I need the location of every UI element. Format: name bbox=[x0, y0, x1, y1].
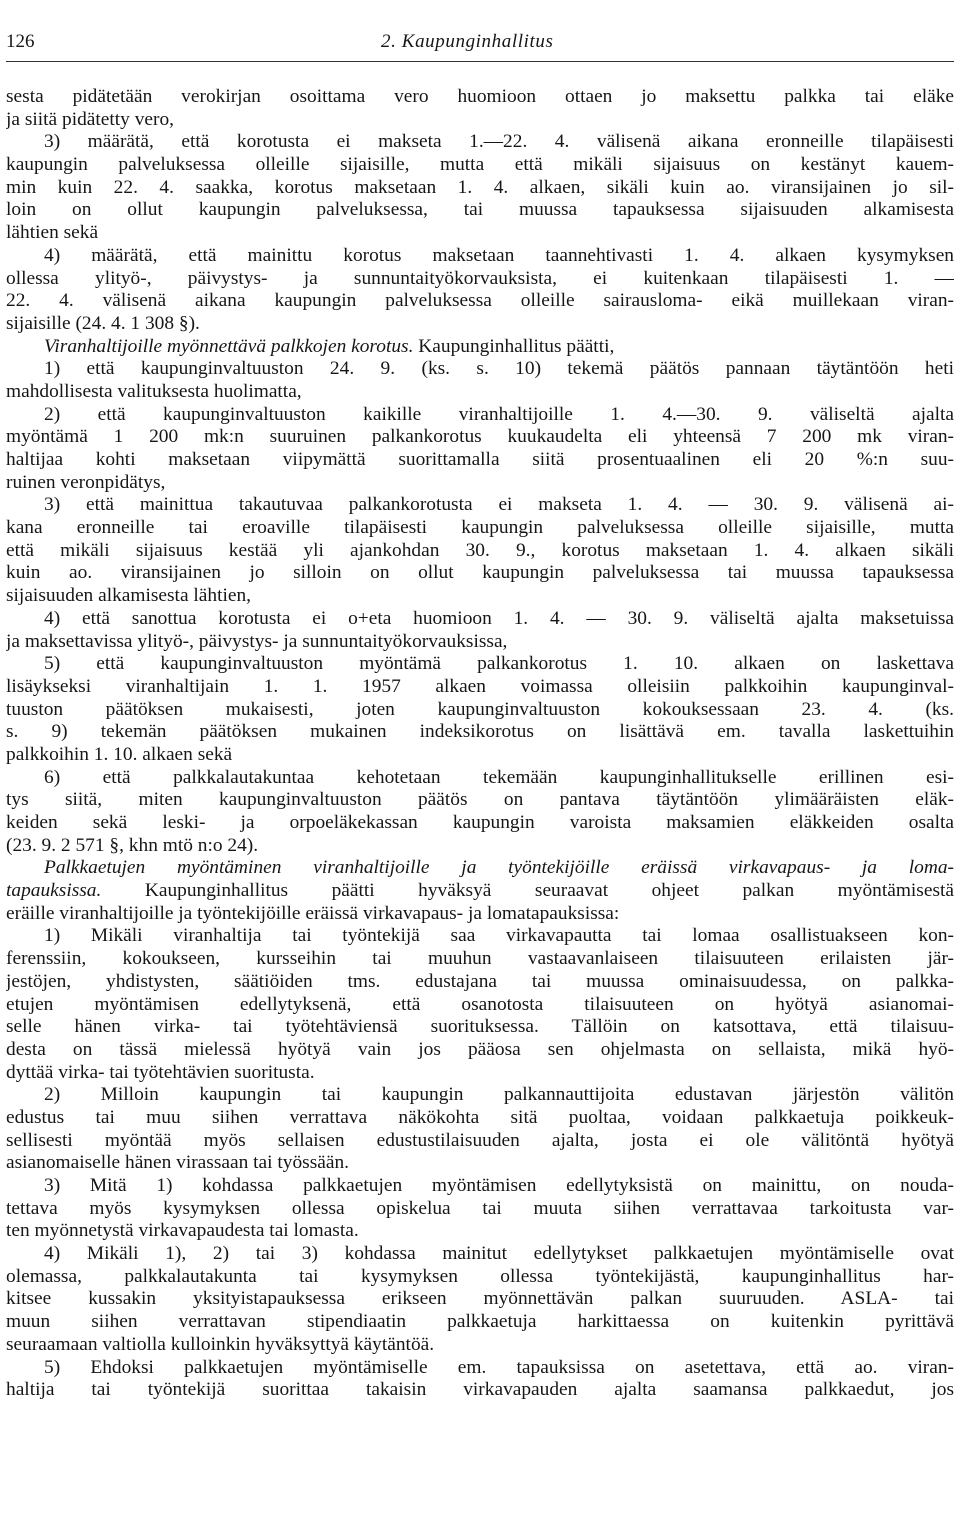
line-text: myöntämä 1 200 mk:n suuruinen palkankorotus kuukaudelta eli yhteensä 7 200 mk viran- bbox=[6, 426, 954, 448]
text-line bbox=[6, 1062, 954, 1085]
text-line bbox=[6, 1039, 954, 1062]
text-line bbox=[6, 1243, 954, 1266]
line-text: 3) Mitä 1) kohdassa palkkaetujen myöntämisen edellytyksistä on mainittu, on nouda- bbox=[44, 1175, 954, 1196]
text-line bbox=[6, 199, 954, 222]
body-text bbox=[6, 86, 954, 1402]
text-line bbox=[6, 1379, 954, 1402]
text-line bbox=[6, 313, 954, 336]
line-text: lisäykseksi viranhaltijain 1. 1. 1957 alkaen voimassa olleisiin palkkoihin kaupunginval- bbox=[6, 675, 954, 697]
text-line bbox=[6, 631, 954, 654]
text-line bbox=[6, 1130, 954, 1153]
text-line bbox=[6, 1288, 954, 1311]
line-text: tettava myös kysymyksen ollessa opiskelua tai muuta siihen verrattavaa tarkoitusta var- bbox=[6, 1197, 954, 1219]
line-text: sellisesti myöntää myös sellaisen edustustilaisuuden ajalta, josta ei ole välitöntä hyötyä bbox=[6, 1129, 954, 1151]
line-text: 4) Mikäli 1), 2) tai 3) kohdassa mainitut edellytykset palkkaetujen myöntämiselle ovat bbox=[44, 1243, 954, 1265]
text-line bbox=[6, 86, 954, 109]
text-line bbox=[6, 540, 954, 563]
line-text: haltija tai työntekijä suorittaa takaisin virkavapauden ajalta saamansa palkkaedut, jos bbox=[6, 1379, 954, 1401]
line-text: ollessa ylityö-, päivystys- ja sunnuntaityökorvauksista, ei kuitenkaan tilapäisesti 1. — bbox=[6, 267, 954, 289]
text-line bbox=[6, 653, 954, 676]
line-text: jestöjen, yhdistysten, säätiöiden tms. edustajana tai muussa ominaisuudessa, on palkka- bbox=[6, 970, 954, 992]
line-text: Kaupunginhallitus päätti, bbox=[413, 335, 615, 357]
text-line bbox=[6, 1152, 954, 1175]
text-line bbox=[6, 1175, 954, 1198]
line-text: ruinen veronpidätys, bbox=[6, 471, 166, 493]
line-text: mahdollisesta valituksesta huolimatta, bbox=[6, 380, 302, 402]
line-text: lähtien sekä bbox=[6, 222, 99, 244]
line-text: 22. 4. välisenä aikana kaupungin palveluksessa olleille sairausloma- eikä muillekaan viran- bbox=[6, 290, 954, 312]
text-line bbox=[6, 585, 954, 608]
text-line bbox=[6, 177, 954, 200]
text-line bbox=[6, 744, 954, 767]
text-line bbox=[6, 767, 954, 790]
text-line bbox=[6, 925, 954, 948]
text-line bbox=[6, 358, 954, 381]
text-line bbox=[6, 245, 954, 268]
text-line bbox=[6, 1084, 954, 1107]
text-line bbox=[6, 1266, 954, 1289]
text-line bbox=[6, 994, 954, 1017]
line-text: desta on tässä mielessä hyötyä vain jos pääosa sen ohjelmasta on sellaista, mikä hyö- bbox=[6, 1038, 954, 1060]
text-line bbox=[6, 426, 954, 449]
text-line bbox=[6, 290, 954, 313]
line-text: tuuston päätöksen mukaisesti, joten kaupunginvaltuuston kokouksessaan 23. 4. (ks. bbox=[6, 698, 954, 720]
page-number: 126 bbox=[6, 31, 35, 52]
text-line bbox=[6, 1311, 954, 1334]
line-text: etujen myöntämisen edellytyksenä, että osanotosta tilaisuuteen on hyötyä asianomai- bbox=[6, 993, 954, 1015]
line-text: sijaisuuden alkamisesta lähtien, bbox=[6, 585, 252, 607]
line-text: sijaisille (24. 4. 1 308 §). bbox=[6, 312, 200, 334]
text-line bbox=[6, 404, 954, 427]
text-line bbox=[6, 381, 954, 404]
text-line bbox=[6, 109, 954, 132]
line-text: 4) että sanottua korotusta ei o+eta huomioon 1. 4. — 30. 9. väliseltä ajalta maksetuissa bbox=[44, 607, 954, 629]
line-text: edustus tai muu siihen verrattava näkökohta sitä puoltaa, voidaan palkkaetuja poikkeuk- bbox=[6, 1106, 954, 1128]
line-text: 3) että mainittua takautuvaa palkankorotusta ei makseta 1. 4. — 30. 9. välisenä ai- bbox=[44, 494, 954, 516]
line-text: min kuin 22. 4. saakka, korotus maksetaan 1. 4. alkaen, sikäli kuin ao. viransijainen jo sil- bbox=[6, 176, 954, 198]
text-line bbox=[6, 857, 954, 880]
line-text: ja siitä pidätetty vero, bbox=[6, 108, 175, 130]
page-header bbox=[6, 30, 954, 60]
running-head: 2. Kaupunginhallitus bbox=[381, 31, 554, 52]
line-text: tys siitä, miten kaupunginvaltuuston päätös on pantava täytäntöön ylimääräisten eläk- bbox=[6, 789, 954, 811]
text-line bbox=[6, 608, 954, 631]
line-text: kuin ao. viransijainen jo silloin on ollut kaupungin palveluksessa tai muussa tapauksessa bbox=[6, 562, 954, 584]
line-text: kana eronneille tai eroaville tilapäisesti kaupungin palveluksessa olleille sijaisille, mutta bbox=[6, 517, 954, 539]
line-text: (23. 9. 2 571 §, khn mtö n:o 24). bbox=[6, 834, 259, 856]
line-text: haltijaa kohti maksetaan viipymättä suorittamalla siitä prosentuaalinen eli 20 %:n suu- bbox=[6, 449, 954, 470]
line-text: 1) että kaupunginvaltuuston 24. 9. (ks. s. 10) tekemä päätös pannaan täytäntöön heti bbox=[44, 358, 954, 380]
text-line bbox=[6, 222, 954, 245]
text-line bbox=[6, 336, 954, 359]
text-line bbox=[6, 1107, 954, 1130]
section-heading: Palkkaetujen myöntäminen viranhaltijoille ja työntekijöille eräissä virkavapaus- ja loma- bbox=[44, 857, 954, 879]
line-text: ferenssiin, kokoukseen, kursseihin tai muuhun vastaavanlaiseen tilaisuuteen erilaisten jär- bbox=[6, 948, 954, 970]
line-text: kitsee kussakin yksityistapauksessa erikseen myönnettävän palkan suuruuden. ASLA- tai bbox=[6, 1288, 954, 1310]
line-text: eräille viranhaltijoille ja työntekijöille eräissä virkavapaus- ja lomatapauksissa: bbox=[6, 902, 620, 924]
text-line bbox=[6, 268, 954, 291]
line-text: dyttää virka- tai työtehtävien suoritusta. bbox=[6, 1061, 315, 1083]
text-line bbox=[6, 971, 954, 994]
line-text: kaupungin palveluksessa olleille sijaisille, mutta että mikäli sijaisuus on kestänyt kauem- bbox=[6, 154, 954, 176]
text-line bbox=[6, 131, 954, 154]
text-line bbox=[6, 1334, 954, 1357]
line-text: 1) Mikäli viranhaltija tai työntekijä saa virkavapautta tai lomaa osallistuakseen kon- bbox=[44, 925, 954, 947]
text-line bbox=[6, 789, 954, 812]
text-line bbox=[6, 948, 954, 971]
text-line bbox=[6, 721, 954, 744]
line-text: 2) Milloin kaupungin tai kaupungin palkannauttijoita edustavan järjestön välitön bbox=[44, 1084, 954, 1106]
line-text: muun siihen verrattavan stipendiaatin palkkaetuja harkittaessa on kuitenkin pyrittävä bbox=[6, 1311, 954, 1333]
line-text: 5) Ehdoksi palkkaetujen myöntämiselle em. tapauksissa on asetettava, että ao. viran- bbox=[44, 1356, 954, 1378]
text-line bbox=[6, 562, 954, 585]
section-heading: Viranhaltijoille myönnettävä palkkojen korotus. bbox=[44, 335, 414, 357]
text-line bbox=[6, 835, 954, 858]
line-text: 6) että palkkalautakuntaa kehotetaan tekemään kaupunginhallitukselle erillinen esi- bbox=[44, 766, 954, 788]
text-line bbox=[6, 812, 954, 835]
text-line bbox=[6, 472, 954, 495]
section-heading: tapauksissa. bbox=[6, 880, 102, 902]
line-text: keiden sekä leski- ja orpoeläkekassan kaupungin varoista maksamien eläkkeiden osalta bbox=[6, 812, 954, 833]
line-text: olemassa, palkkalautakunta tai kysymyksen ollessa työntekijästä, kaupunginhallitus har- bbox=[6, 1265, 954, 1287]
line-text: s. 9) tekemän päätöksen mukainen indeksikorotus on lisättävä em. tavalla laskettuihin bbox=[6, 721, 954, 743]
text-line bbox=[6, 154, 954, 177]
line-text: Kaupunginhallitus päätti hyväksyä seuraavat ohjeet palkan myöntämisestä bbox=[101, 880, 954, 902]
text-line bbox=[6, 880, 954, 903]
line-text: että mikäli sijaisuus kestää yli ajankohdan 30. 9., korotus maksetaan 1. 4. alkaen sikäli bbox=[6, 539, 954, 561]
line-text: seuraamaan valtiolla kulloinkin hyväksyttyä käytäntöä. bbox=[6, 1333, 435, 1355]
text-line bbox=[6, 676, 954, 699]
line-text: sesta pidätetään verokirjan osoittama vero huomioon ottaen jo maksettu palkka tai eläke bbox=[6, 86, 954, 107]
text-line bbox=[6, 1357, 954, 1380]
line-text: selle hänen virka- tai työtehtäviensä suorituksessa. Tällöin on katsottava, että tilaisuu- bbox=[6, 1016, 954, 1038]
line-text: ten myönnetystä virkavapaudesta tai lomasta. bbox=[6, 1220, 359, 1242]
line-text: 4) määrätä, että mainittu korotus maksetaan taannehtivasti 1. 4. alkaen kysymyksen bbox=[44, 244, 954, 266]
text-line bbox=[6, 517, 954, 540]
text-line bbox=[6, 1016, 954, 1039]
text-line bbox=[6, 1220, 954, 1243]
line-text: loin on ollut kaupungin palveluksessa, tai muussa tapauksessa sijaisuuden alkamisesta bbox=[6, 199, 954, 221]
line-text: asianomaiselle hänen virassaan tai työssään. bbox=[6, 1152, 349, 1174]
text-line bbox=[6, 699, 954, 722]
text-line bbox=[6, 494, 954, 517]
line-text: palkkoihin 1. 10. alkaen sekä bbox=[6, 743, 233, 765]
line-text: ja maksettavissa ylityö-, päivystys- ja sunnuntaityökorvauksissa, bbox=[6, 630, 508, 652]
text-line bbox=[6, 449, 954, 472]
text-line bbox=[6, 1198, 954, 1221]
header-rule bbox=[6, 61, 954, 62]
line-text: 3) määrätä, että korotusta ei makseta 1.—22. 4. välisenä aikana eronneille tilapäisesti bbox=[44, 131, 954, 153]
line-text: 2) että kaupunginvaltuuston kaikille viranhaltijoille 1. 4.—30. 9. väliseltä ajalta bbox=[44, 403, 954, 425]
line-text: 5) että kaupunginvaltuuston myöntämä palkankorotus 1. 10. alkaen on laskettava bbox=[44, 653, 954, 675]
text-line bbox=[6, 903, 954, 926]
